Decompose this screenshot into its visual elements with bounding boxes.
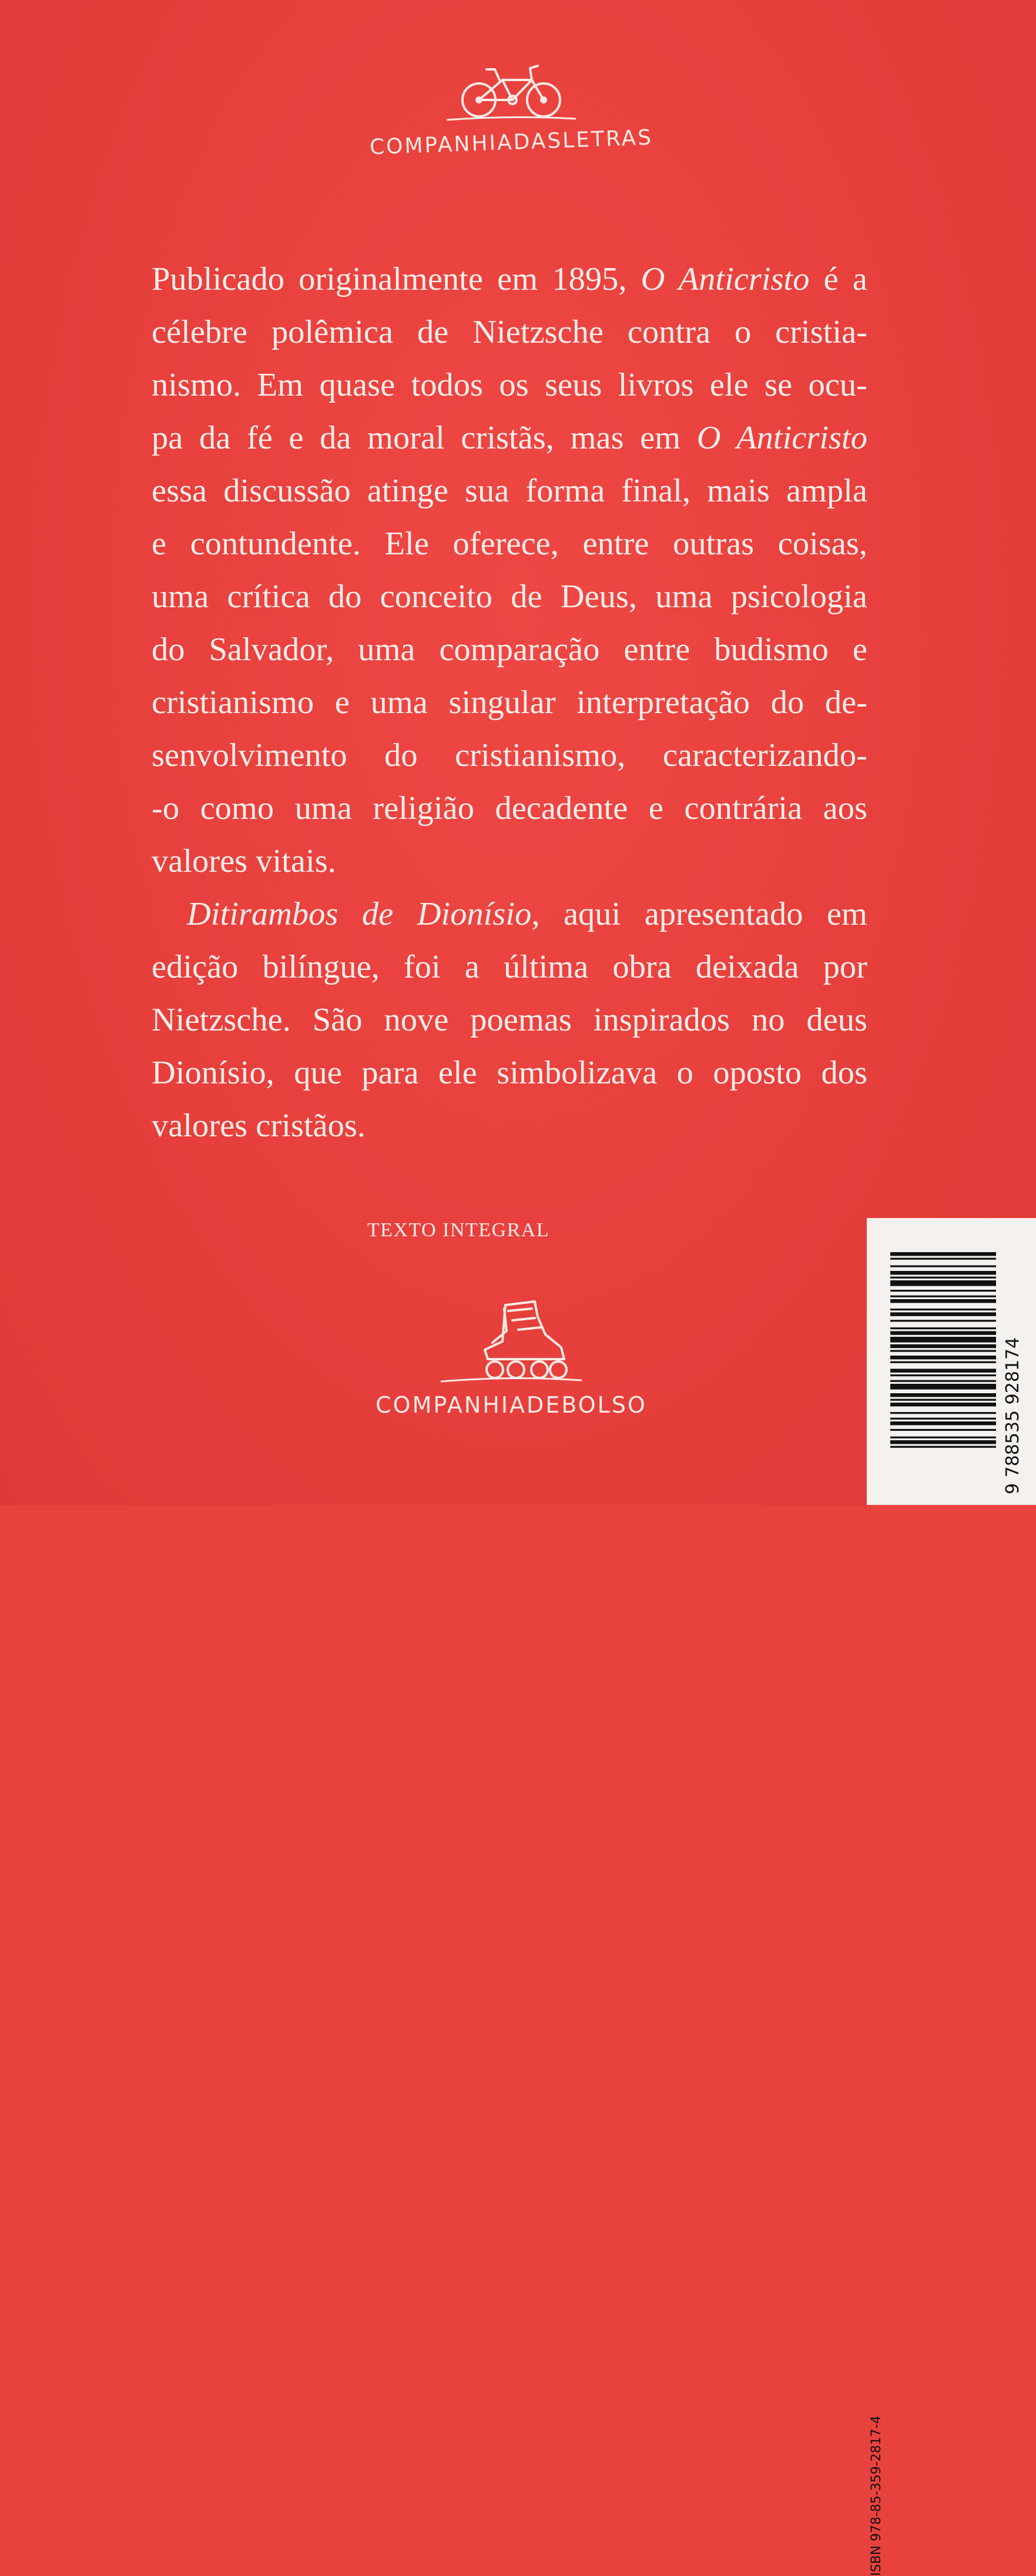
barcode-bar [890, 1440, 996, 1444]
synopsis-line: senvolvimento do cristianismo, caracterizando- [152, 737, 867, 774]
publisher-name-bottom: COMPANHIADEBOLSO [375, 1392, 647, 1418]
isbn-label: ISBN 978-85-359-2817-4 [869, 2416, 884, 2576]
synopsis-line: Publicado originalmente em 1895, O Anticristo é a [152, 261, 867, 297]
barcode-bar [890, 1421, 996, 1425]
synopsis-line: edição bilíngue, foi a última obra deixada por [152, 949, 867, 985]
synopsis-line: e contundente. Ele oferece, entre outras coisas, [152, 526, 867, 562]
synopsis-line: essa discussão atinge sua forma final, mais ampla [152, 473, 867, 509]
barcode-bar [890, 1290, 996, 1292]
barcode-bar [890, 1296, 996, 1297]
barcode-digits: 9 788535 928174 [1003, 1337, 1023, 1494]
barcode-bar [890, 1412, 996, 1414]
barcode-bar [890, 1344, 996, 1348]
synopsis [152, 253, 867, 1152]
barcode-bar [890, 1393, 996, 1397]
synopsis-line: -o como uma religião decadente e contrária aos [152, 790, 867, 827]
barcode-bar [890, 1312, 996, 1316]
barcode-bar [890, 1384, 996, 1390]
barcode-bar [890, 1380, 996, 1382]
bicycle-icon [358, 59, 664, 135]
synopsis-line: valores vitais. [152, 843, 336, 879]
barcode-bar [890, 1361, 996, 1363]
barcode-bars [867, 1218, 1036, 1505]
book-title: Ditirambos de Dionísio [187, 896, 532, 932]
barcode-bar [890, 1327, 996, 1329]
barcode-bar [890, 1446, 996, 1448]
barcode-bar [890, 1403, 996, 1406]
publisher-logo-top [358, 59, 664, 176]
barcode-bar [890, 1265, 996, 1267]
barcode-bar [890, 1331, 996, 1334]
barcode-bar [890, 1437, 996, 1438]
barcode-bar [890, 1369, 996, 1372]
synopsis-line: Ditirambos de Dionísio, aqui apresentado em [187, 896, 868, 932]
synopsis-line: célebre polêmica de Nietzsche contra o cristia- [152, 314, 867, 350]
synopsis-line: pa da fé e da moral cristãs, mas em O Anticristo [152, 420, 867, 456]
barcode-bar [890, 1258, 996, 1260]
barcode-bar [890, 1350, 996, 1351]
barcode-bar [890, 1374, 996, 1376]
synopsis-line: uma crítica do conceito de Deus, uma psicologia [152, 578, 867, 615]
book-title: O Anticristo [696, 420, 867, 456]
barcode-bar [890, 1429, 996, 1431]
barcode-bar [890, 1320, 996, 1322]
barcode-bar [890, 1271, 996, 1274]
barcode-bar [890, 1337, 996, 1343]
synopsis-line: nismo. Em quase todos os seus livros ele se ocu- [152, 367, 867, 403]
synopsis-line: do Salvador, uma comparação entre budismo e [152, 631, 867, 668]
barcode-bar [890, 1299, 996, 1303]
barcode-bar [890, 1356, 996, 1359]
barcode-bar [890, 1277, 996, 1279]
publisher-logo-bottom [358, 1293, 664, 1428]
texto-integral-label: TEXTO INTEGRAL [367, 1219, 550, 1241]
barcode-bar [890, 1252, 996, 1256]
roller-skate-icon [358, 1293, 664, 1393]
isbn-barcode [867, 1218, 1036, 2576]
synopsis-line: valores cristãos. [152, 1108, 366, 1144]
publisher-name-top: COMPANHIADASLETRAS [369, 125, 653, 160]
book-title: O Anticristo [641, 261, 810, 297]
synopsis-line: Dionísio, que para ele simbolizava o oposto dos [152, 1055, 867, 1091]
barcode-bar [890, 1418, 996, 1420]
synopsis-line: cristianismo e uma singular interpretação do de- [152, 684, 867, 721]
barcode-bar [890, 1280, 996, 1286]
barcode-bar [890, 1399, 996, 1401]
synopsis-line: Nietzsche. São nove poemas inspirados no deus [152, 1002, 867, 1038]
barcode-bar [890, 1309, 996, 1310]
